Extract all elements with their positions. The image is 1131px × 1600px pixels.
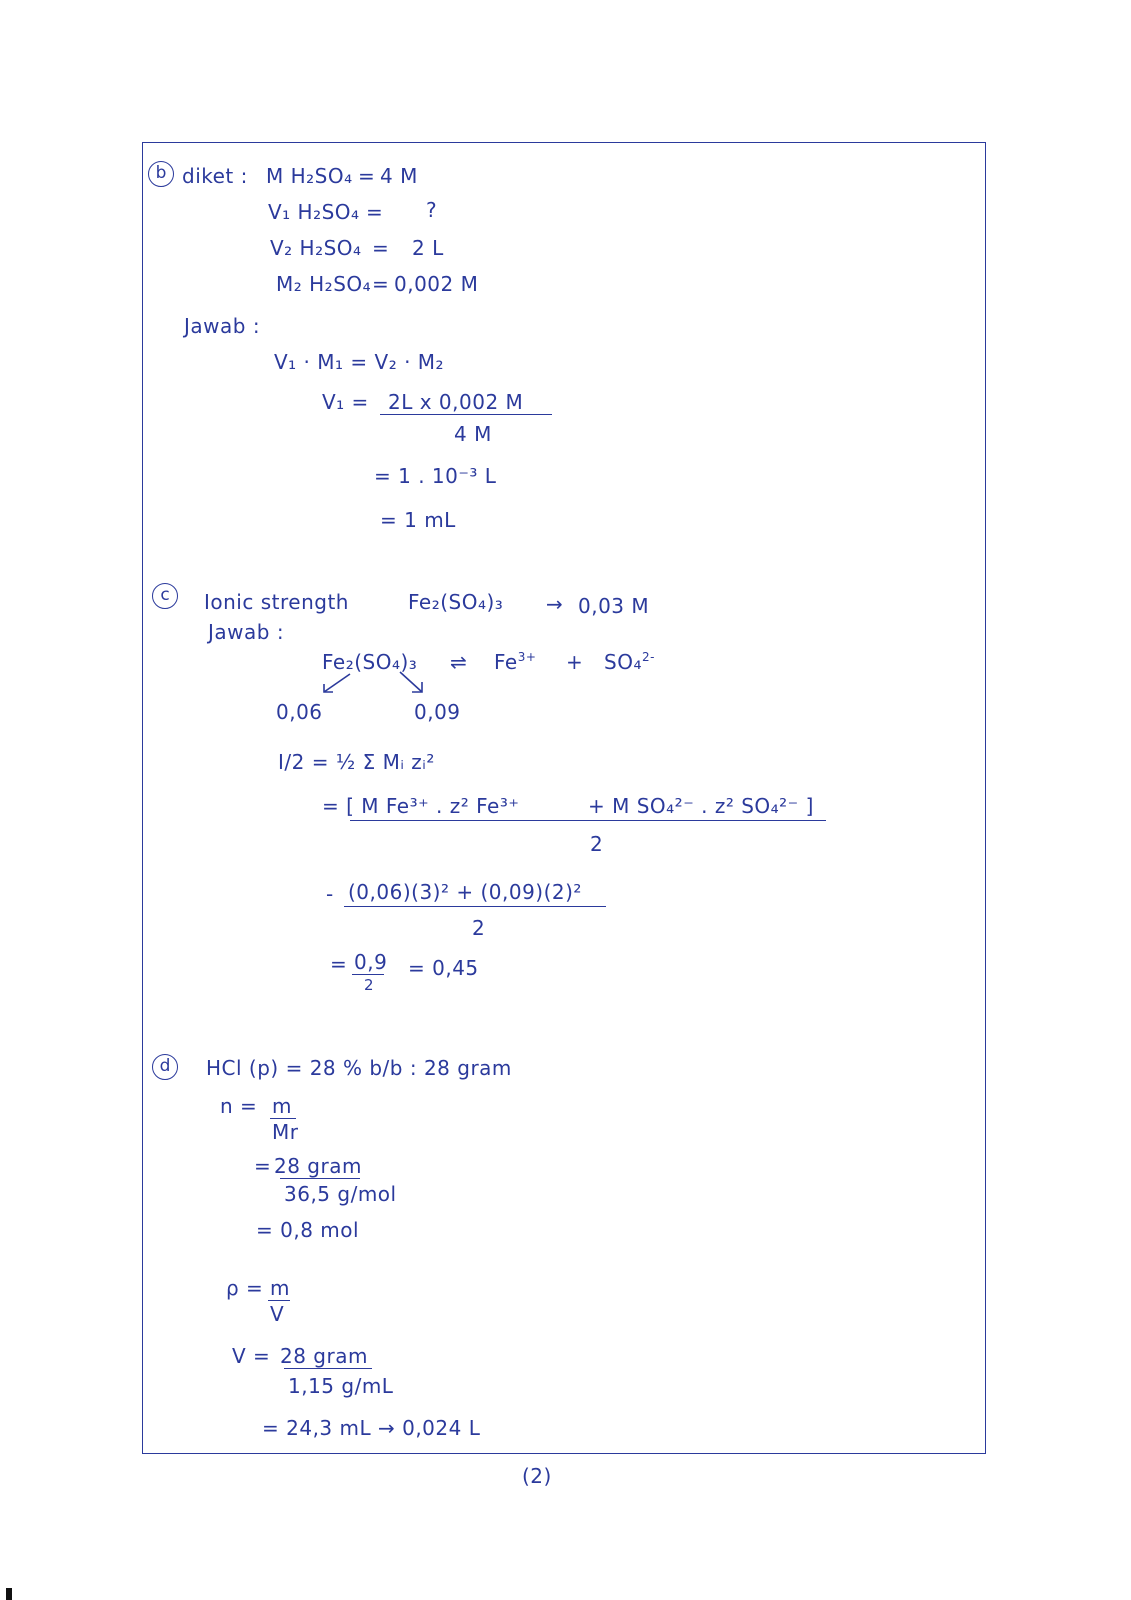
n-step-numerator: 28 gram (274, 1154, 362, 1178)
fe-symbol: Fe (494, 650, 518, 674)
v1-step-2: = 1 mL (380, 508, 456, 532)
so4-concentration: 0,09 (414, 700, 461, 724)
given-m-eq: = (358, 164, 376, 188)
rho-fraction-bar (268, 1300, 290, 1301)
page-frame (142, 142, 986, 1454)
given-v2-lhs: V₂ H₂SO₄ (270, 236, 362, 260)
n-denominator: Mr (272, 1120, 299, 1144)
v1-denominator: 4 M (454, 422, 492, 446)
n-step-eq: = (254, 1154, 272, 1178)
part-c-label: c (152, 583, 178, 609)
given-v2-rhs: 2 L (412, 236, 444, 260)
n-lhs: n = (220, 1094, 258, 1118)
compound-name: Fe₂(SO₄)₃ (408, 590, 504, 614)
part-d-label: d (152, 1054, 178, 1080)
split-arrow-left (320, 672, 352, 696)
substitution-eq: - (326, 882, 334, 906)
jawab-label-c: Jawab : (208, 620, 285, 644)
given-m2-eq: = (372, 272, 390, 296)
substitution-fraction-bar (344, 906, 606, 907)
so4-charge: 2- (641, 650, 655, 664)
page-number: (2) (522, 1464, 552, 1488)
fe-concentration: 0,06 (276, 700, 323, 724)
compound-concentration: 0,03 M (578, 594, 650, 618)
concentration-arrow: → (546, 592, 564, 616)
given-m-lhs: M H₂SO₄ (266, 164, 353, 188)
hcl-given: HCl (p) = 28 % b/b : 28 gram (206, 1056, 512, 1080)
given-m-rhs: 4 M (380, 164, 418, 188)
result-denominator: 2 (364, 976, 375, 994)
diket-label: diket : (182, 164, 248, 188)
result-fraction-bar (352, 974, 384, 975)
result-numerator: 0,9 (354, 950, 388, 974)
v-denominator: 1,15 g/mL (288, 1374, 394, 1398)
split-arrow-right (398, 670, 428, 696)
rho-numerator: m (270, 1276, 290, 1300)
rho-lhs: ρ = (226, 1276, 264, 1300)
given-v1-rhs: ? (426, 198, 438, 222)
v-fraction-bar (284, 1368, 372, 1369)
expansion-denominator: 2 (590, 832, 604, 856)
dilution-formula: V₁ · M₁ = V₂ · M₂ (274, 350, 445, 374)
expansion-fraction-bar (350, 820, 826, 821)
v1-fraction-bar (380, 414, 552, 415)
given-v2-eq: = (372, 236, 390, 260)
scan-margin-mark (6, 1588, 12, 1600)
v-lhs: V = (232, 1344, 271, 1368)
rho-denominator: V (270, 1302, 285, 1326)
ionic-strength-result: = 0,45 (408, 956, 479, 980)
v-numerator: 28 gram (280, 1344, 368, 1368)
v-result: = 24,3 mL → 0,024 L (262, 1416, 481, 1440)
reaction-left: Fe₂(SO₄)₃ (322, 650, 418, 674)
expansion-numerator-a: = [ M Fe³⁺ . z² Fe³⁺ (322, 794, 520, 818)
reaction-fe (494, 652, 536, 672)
n-fraction-bar (270, 1118, 296, 1119)
given-v1-eq: = (366, 200, 384, 224)
ionic-strength-title: Ionic strength (204, 590, 349, 614)
reaction-plus: + (566, 650, 584, 674)
jawab-label-b: Jawab : (184, 314, 261, 338)
reaction-equilibrium-arrow: ⇌ (450, 650, 468, 674)
result-eq: = (330, 952, 348, 976)
given-v1-lhs: V₁ H₂SO₄ (268, 200, 360, 224)
n-numerator: m (272, 1094, 292, 1118)
v1-step-1: = 1 . 10⁻³ L (374, 464, 497, 488)
given-m2-lhs: M₂ H₂SO₄ (276, 272, 372, 296)
substitution-numerator: (0,06)(3)² + (0,09)(2)² (348, 880, 582, 904)
expansion-numerator-b: + M SO₄²⁻ . z² SO₄²⁻ ] (588, 794, 814, 818)
given-m2-rhs: 0,002 M (394, 272, 479, 296)
ionic-strength-formula: I/2 = ½ Σ Mᵢ zᵢ² (278, 750, 435, 774)
v1-numerator: 2L x 0,002 M (388, 390, 524, 414)
reaction-so4 (604, 652, 655, 672)
so4-symbol: SO₄ (604, 650, 642, 674)
n-step-fraction-bar (280, 1178, 360, 1179)
fe-charge: 3+ (517, 650, 537, 664)
v1-lhs: V₁ = (322, 390, 369, 414)
substitution-denominator: 2 (472, 916, 486, 940)
n-step-denominator: 36,5 g/mol (284, 1182, 397, 1206)
part-b-label: b (148, 161, 174, 187)
n-result: = 0,8 mol (256, 1218, 360, 1242)
